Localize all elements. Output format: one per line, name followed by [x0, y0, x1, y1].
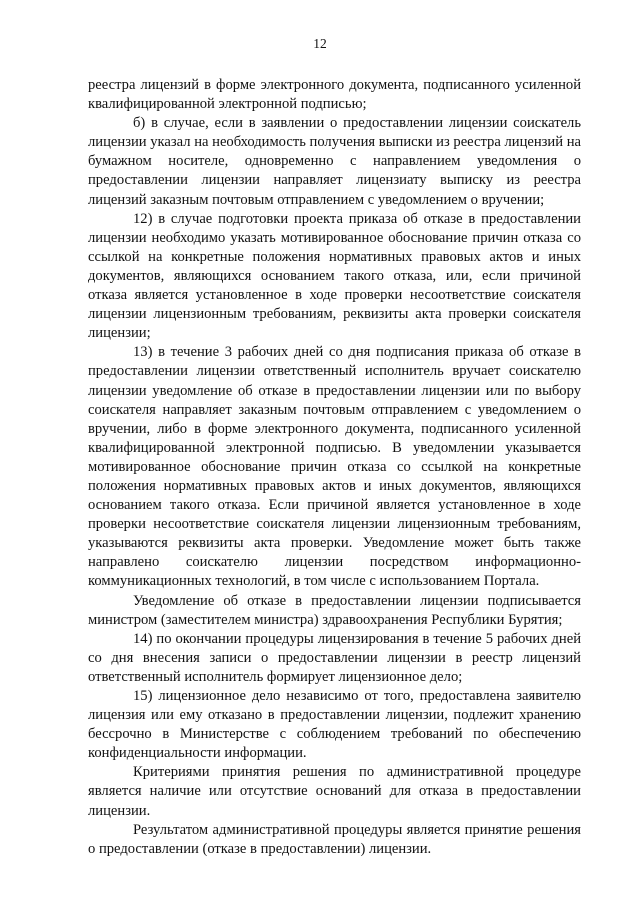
- paragraph-continuation: реестра лицензий в форме электронного документа, подписанного усиленной квалифицированной электронной подписью;: [88, 77, 581, 113]
- document-text: [88, 76, 581, 859]
- paragraph-notice-signature: Уведомление об отказе в предоставлении лицензии подписывается министром (заместителем министра) здравоохранения Республики Бурятия;: [88, 592, 581, 628]
- paragraph-item-12: 12) в случае подготовки проекта приказа об отказе в предоставлении лицензии необходимо указать мотивированное обоснование причин отказа со ссылкой на конкретные положения нормативных правовых актов и иных документов, являющихся основанием такого отказа, или, если причиной отказа является установленное в ходе проверки несоответствие соискателя лицензии лицензионным требованиям, реквизиты акта проверки соискателя лицензии;: [88, 210, 581, 342]
- paragraph-item-14: 14) по окончании процедуры лицензирования в течение 5 рабочих дней со дня внесения записи о предоставлении лицензии в реестр лицензий ответственный исполнитель формирует лицензионное дело;: [88, 630, 581, 685]
- page-number: 12: [313, 36, 327, 51]
- paragraph-result: Результатом административной процедуры является принятие решения о предоставлении (отказе в предоставлении) лицензии.: [88, 821, 581, 857]
- paragraph-criteria: Критериями принятия решения по административной процедуре является наличие или отсутствие оснований для отказа в предоставлении лицензии.: [88, 764, 581, 819]
- paragraph-item-b: б) в случае, если в заявлении о предоставлении лицензии соискатель лицензии указал на необходимость получения выписки из реестра лицензий на бумажном носителе, одновременно с направлением уведомления о предоставлении лицензии направляет лицензиату выписку из реестра лицензий заказным почтовым отправлением с уведомлением о вручении;: [88, 115, 581, 208]
- paragraph-item-15: 15) лицензионное дело независимо от того, предоставлена заявителю лицензия или ему отказано в предоставлении лицензии, подлежит хранению бессрочно в Министерстве с соблюдением требований по обеспечению конфиденциальности информации.: [88, 688, 581, 762]
- paragraph-item-13: 13) в течение 3 рабочих дней со дня подписания приказа об отказе в предоставлении лицензии ответственный исполнитель вручает соискателю лицензии уведомление об отказе в предоставлении лицензии или по выбору соискателя направляет заказным почтовым отправлением с уведомлением о вручении, либо в форме электронного документа, подписанного усиленной квалифицированной электронной подписью. В уведомлении указывается мотивированное обоснование причин отказа со ссылкой на конкретные положения нормативных правовых актов и иных документов, являющихся основанием такого отказа. Если причиной является установленное в ходе проверки несоответствие соискателя лицензии лицензионным требованиям, указываются реквизиты акта проверки. Уведомление может быть также направлено соискателю лицензии посредством информационно-коммуникационных технологий, в том числе с использованием Портала.: [88, 344, 581, 590]
